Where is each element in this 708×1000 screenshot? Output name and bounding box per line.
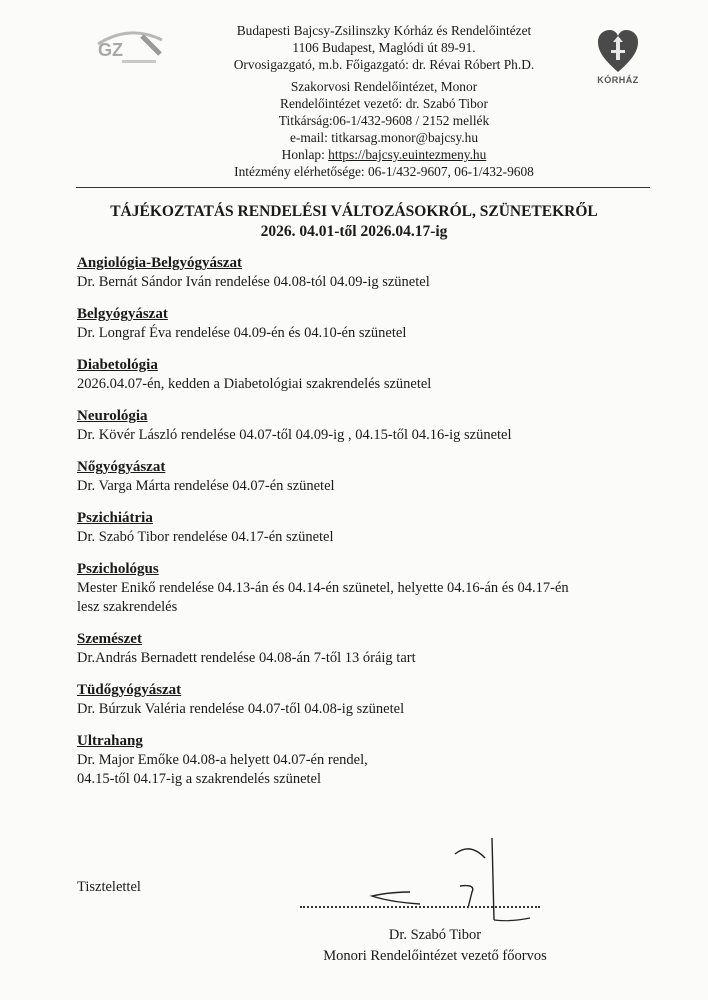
section-heading: Szemészet	[77, 631, 142, 647]
title-line-2: 2026. 04.01-től 2026.04.17-ig	[260, 223, 448, 240]
clinic-leader: Rendelőintézet vezető: dr. Szabó Tibor	[280, 96, 488, 111]
section-heading: Pszichiátria	[77, 510, 153, 526]
section-heading: Ultrahang	[77, 733, 143, 749]
institution-contact: Intézmény elérhetősége: 06-1/432-9607, 06-1/432-9608	[234, 164, 534, 179]
handwritten-signature	[360, 832, 540, 924]
section-heading: Nőgyógyászat	[77, 459, 166, 475]
hospital-address: 1106 Budapest, Maglódi út 89-91.	[292, 40, 476, 55]
section-text: Dr. Búrzuk Valéria rendelése 04.07-től 04.08-ig szünetel	[77, 701, 405, 717]
section-angiologia	[77, 254, 667, 292]
section-text: Dr. Longraf Éva rendelése 04.09-én és 04.10-én szünetel	[77, 325, 407, 341]
gz-logo-text: GZ	[98, 40, 123, 60]
closing-greeting: Tisztelettel	[77, 879, 141, 895]
homepage-label: Honlap:	[281, 147, 325, 162]
section-text: 2026.04.07-én, kedden a Diabetológiai szakrendelés szünetel	[77, 376, 432, 392]
section-diabetologia	[77, 356, 667, 394]
section-text: Mester Enikő rendelése 04.13-án és 04.14-én szünetel, helyette 04.16-án és 04.17-én	[77, 580, 569, 596]
hospital-director: Orvosigazgató, m.b. Főigazgató: dr. Révai Róbert Ph.D.	[233, 57, 535, 72]
section-pszichiatria	[77, 509, 667, 547]
korhaz-logo-text: KÓRHÁZ	[597, 75, 639, 85]
section-nogyogyaszat	[77, 458, 667, 496]
section-tudogyogyaszat	[77, 681, 667, 719]
clinic-name: Szakorvosi Rendelőintézet, Monor	[290, 79, 478, 94]
clinic-email: e-mail: titkarsag.monor@bajcsy.hu	[289, 130, 479, 145]
section-szemeszet	[77, 630, 667, 668]
section-heading: Pszichológus	[77, 561, 159, 577]
section-text: 04.15-től 04.17-ig a szakrendelés szünetel	[77, 771, 322, 787]
section-belgyogyaszat	[77, 305, 667, 343]
title-line-1: TÁJÉKOZTATÁS RENDELÉSI VÁLTOZÁSOKRÓL, SZÜNETEKRŐL	[110, 203, 598, 220]
section-text: Dr. Varga Márta rendelése 04.07-én szünetel	[77, 478, 335, 494]
document-title	[0, 202, 708, 242]
section-text: Dr. Bernát Sándor Iván rendelése 04.08-tól 04.09-ig szünetel	[77, 274, 430, 290]
section-heading: Neurológia	[77, 408, 148, 424]
clinic-secretariat: Titkárság:06-1/432-9608 / 2152 mellék	[278, 113, 490, 128]
section-text: lesz szakrendelés	[77, 599, 178, 615]
section-text: Dr.András Bernadett rendelése 04.08-án 7-től 13 óráig tart	[77, 650, 416, 666]
hospital-header	[30, 22, 708, 73]
hospital-name: Budapesti Bajcsy-Zsilinszky Kórház és Rendelőintézet	[236, 23, 532, 38]
section-heading: Diabetológia	[77, 357, 158, 373]
section-pszichologus	[77, 560, 667, 617]
signer-name: Dr. Szabó Tibor	[388, 927, 482, 943]
signature-line	[300, 906, 540, 908]
header-divider	[76, 187, 650, 188]
section-neurologia	[77, 407, 667, 445]
section-heading: Angiológia-Belgyógyászat	[77, 255, 242, 271]
clinic-header	[30, 78, 708, 180]
section-heading: Tüdőgyógyászat	[77, 682, 182, 698]
homepage-link[interactable]: https://bajcsy.euintezmeny.hu	[328, 147, 487, 162]
department-list	[77, 254, 667, 802]
signer-title: Monori Rendelőintézet vezető főorvos	[323, 948, 547, 964]
section-ultrahang	[77, 732, 667, 789]
homepage-line	[30, 146, 708, 163]
section-text: Dr. Kövér László rendelése 04.07-től 04.09-ig , 04.15-től 04.16-ig szünetel	[77, 427, 512, 443]
section-heading: Belgyógyászat	[77, 306, 168, 322]
section-text: Dr. Szabó Tibor rendelése 04.17-én szünetel	[77, 529, 334, 545]
section-text: Dr. Major Emőke 04.08-a helyett 04.07-én rendel,	[77, 752, 368, 768]
